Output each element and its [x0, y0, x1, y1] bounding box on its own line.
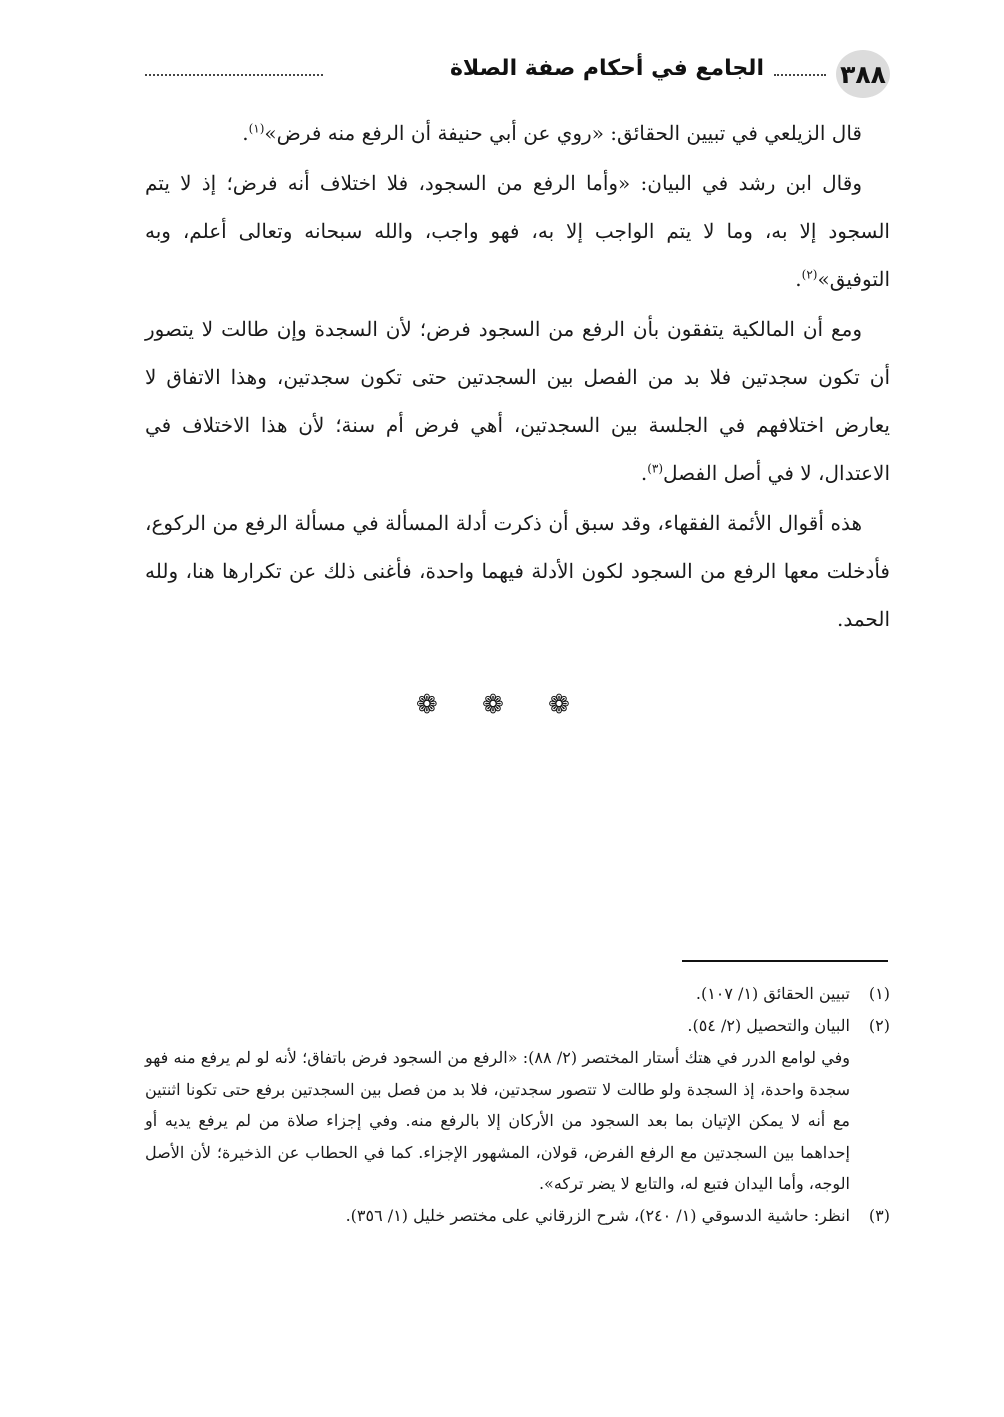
paragraph: [145, 305, 890, 497]
footnote-text: البيان والتحصيل (٢/ ٥٤).: [687, 1016, 850, 1035]
footnote-number: (٢): [868, 1016, 890, 1035]
paragraph-text: وقال ابن رشد في البيان: «وأما الرفع من السجود، فلا اختلاف أنه فرض؛ إذ لا يتم السجود إلا به، وما لا يتم الواجب إلا به، فهو واجب، والله سبحانه وتعالى أعلم، وبه التوفيق»: [145, 171, 890, 291]
paragraph-end: .: [795, 267, 802, 291]
page-header: [145, 50, 890, 100]
paragraph-end: .: [640, 461, 648, 485]
paragraph: [145, 109, 890, 157]
paragraph: [145, 499, 890, 643]
main-text: [145, 109, 890, 643]
footnote-text: انظر: حاشية الدسوقي (١/ ٢٤٠)، شرح الزرقاني على مختصر خليل (١/ ٣٥٦).: [345, 1205, 850, 1225]
footnote-1: [145, 978, 890, 1010]
paragraph-text: ومع أن المالكية يتفقون بأن الرفع من السجود فرض؛ لأن السجدة وإن طالت لا يتصور أن تكون سجدتين فلا بد من الفصل بين السجدتين حتى تكون سجدتين، وهذا الاتفاق لا يعارض اختلافهم في الجلسة بين السجدتين، أهي فرض أم سنة؛ لأن هذا الاختلاف في الاعتدال، لا في أصل الفصل: [145, 317, 890, 485]
footnote-2-continuation: وفي لوامع الدرر في هتك أستار المختصر (٢/ ٨٨): «الرفع من السجود فرض باتفاق؛ لأنه لو لم يرفع منه فهو سجدة واحدة، إذ السجدة ولو طالت لا تتصور سجدتين، فلا بد من فصل بين السجدتين برفع حتى تكونا اثنتين مع أنه لا يمكن الإتيان بما بعد السجود من الأركان إلا بالرفع منه. وفي إجزاء صلاة من لم يرفع يديه أو إحداهما بين السجدتين مع الرفع الفرض، قولان، المشهور الإجزاء. كما في الحطاب عن الذخيرة؛ لأن الأصل الوجه، وأما اليدان فتبع له، والتابع لا يضر تركه».: [145, 1048, 851, 1193]
running-title: الجامع في أحكام صفة الصلاة: [449, 56, 764, 81]
header-dotted-rule-right: [774, 74, 826, 76]
footnote-number: (٣): [868, 1205, 890, 1225]
paragraph-end: .: [242, 121, 249, 145]
header-dotted-rule-left: [145, 74, 323, 76]
footnote-ref: (١): [248, 121, 265, 136]
page-number-badge: [836, 50, 890, 98]
paragraph: [145, 159, 890, 303]
paragraph-text: قال الزيلعي في تبيين الحقائق: «روي عن أبي حنيفة أن الرفع منه فرض»: [264, 121, 862, 145]
page-number: ٣٨٨: [840, 59, 886, 89]
footnote-number: (١): [868, 984, 890, 1003]
paragraph-text: هذه أقوال الأئمة الفقهاء، وقد سبق أن ذكرت أدلة المسألة في مسألة الرفع من الركوع، فأدخلت معها الرفع من السجود لكون الأدلة فيهما واحدة، فأغنى ذلك عن تكرارها هنا، ولله الحمد.: [145, 511, 890, 631]
footnotes: [145, 978, 890, 1232]
footnote-ref: (٢): [801, 267, 818, 282]
footnote-2: [145, 1010, 890, 1042]
section-ornament: ❁ ❁ ❁: [416, 690, 588, 720]
footnote-3: [145, 1200, 890, 1232]
footnote-separator: [682, 960, 888, 962]
footnote-ref: (٣): [647, 461, 664, 476]
footnote-text: تبيين الحقائق (١/ ١٠٧).: [695, 984, 850, 1003]
